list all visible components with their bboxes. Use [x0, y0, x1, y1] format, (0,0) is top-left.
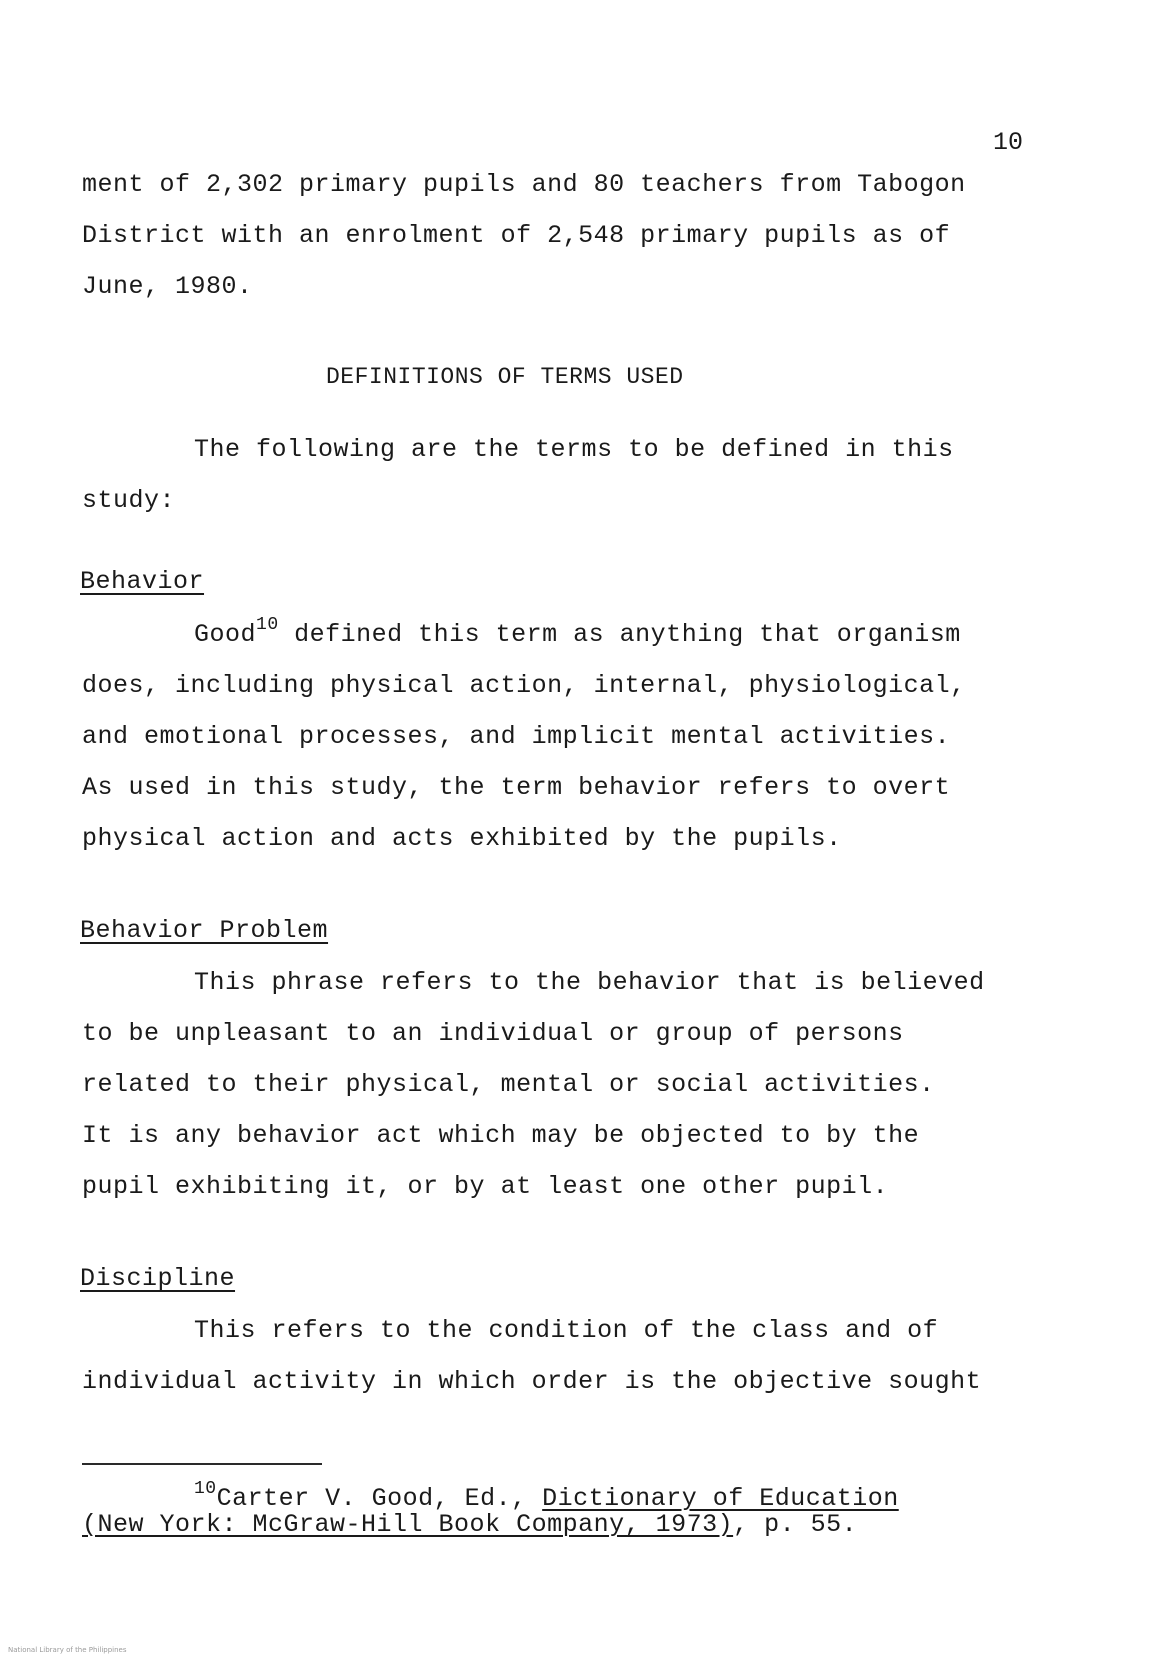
page-number: 10: [993, 128, 1024, 157]
footnote-title: Dictionary of Education: [542, 1484, 899, 1513]
body-line: This phrase refers to the behavior that is believed: [194, 968, 985, 997]
body-text: Good: [194, 620, 257, 649]
body-text: defined this term as anything that organism: [278, 620, 961, 649]
footnote-continuation: [82, 1512, 857, 1537]
body-line: District with an enrolment of 2,548 primary pupils as of: [82, 221, 951, 250]
scan-watermark: National Library of the Philippines: [8, 1646, 127, 1654]
term-heading-behavior: Behavior: [80, 567, 205, 596]
footnote: [194, 1479, 899, 1513]
footnote-number: 10: [194, 1479, 217, 1499]
body-line: It is any behavior act which may be objected to by the: [82, 1121, 920, 1150]
footnote-page: , p. 55.: [733, 1510, 858, 1539]
body-line: June, 1980.: [82, 272, 253, 301]
body-line: The following are the terms to be defined in this: [194, 435, 954, 464]
body-line: related to their physical, mental or social activities.: [82, 1070, 935, 1099]
term-heading-discipline: Discipline: [80, 1264, 236, 1293]
body-line: This refers to the condition of the class and of: [194, 1316, 939, 1345]
body-line: pupil exhibiting it, or by at least one other pupil.: [82, 1172, 889, 1201]
body-line: study:: [82, 486, 176, 515]
body-line: individual activity in which order is the objective sought: [82, 1367, 982, 1396]
term-heading-behavior-problem: Behavior Problem: [80, 916, 329, 945]
body-line: and emotional processes, and implicit mental activities.: [82, 722, 951, 751]
footnote-publication: (New York: McGraw-Hill Book Company, 1973): [82, 1510, 734, 1539]
body-line: to be unpleasant to an individual or group of persons: [82, 1019, 904, 1048]
body-line: ment of 2,302 primary pupils and 80 teachers from Tabogon: [82, 170, 966, 199]
body-line: [194, 615, 961, 649]
body-line: As used in this study, the term behavior refers to overt: [82, 773, 951, 802]
body-line: does, including physical action, internal, physiological,: [82, 671, 966, 700]
body-line: physical action and acts exhibited by the pupils.: [82, 824, 842, 853]
section-heading: DEFINITIONS OF TERMS USED: [326, 364, 684, 390]
footnote-separator: [82, 1463, 322, 1465]
footnote-reference: 10: [256, 615, 279, 635]
footnote-author: Carter V. Good, Ed.,: [216, 1484, 543, 1513]
